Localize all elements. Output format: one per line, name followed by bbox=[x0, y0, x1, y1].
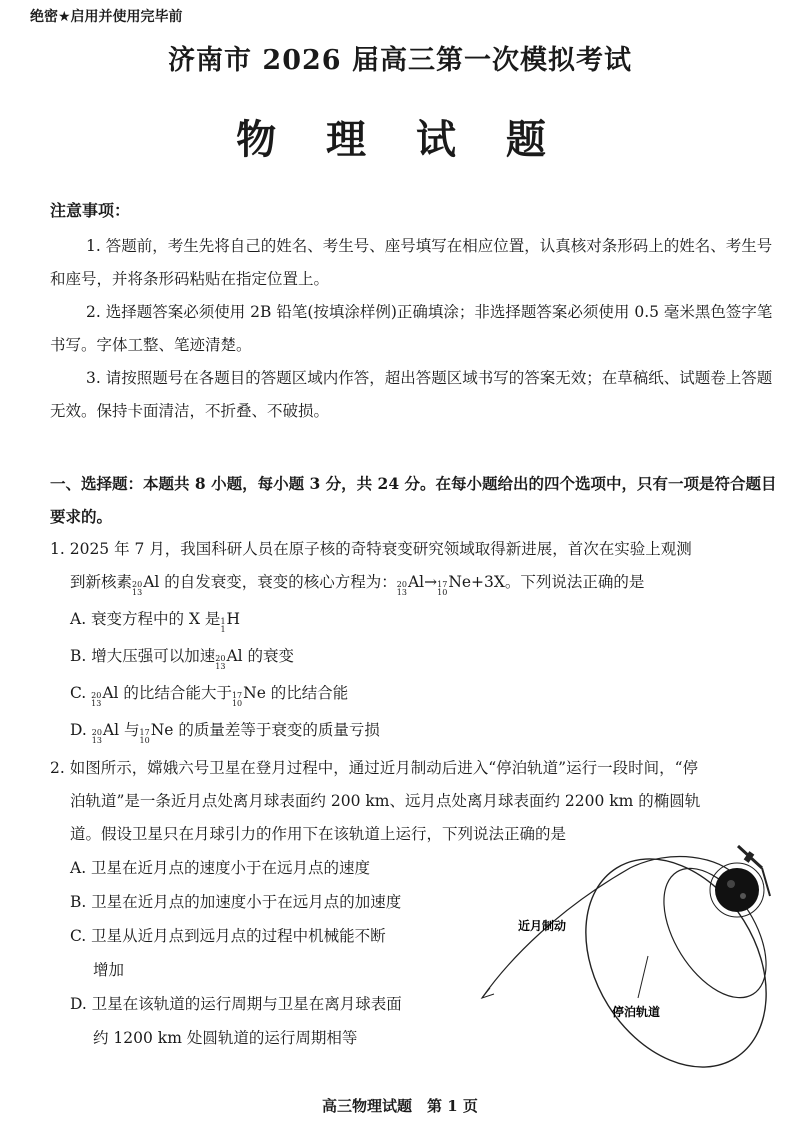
q2-option-a: A. 卫星在近月点的速度小于在远月点的速度 bbox=[70, 859, 371, 877]
page-footer: 高三物理试题 第 1 页 bbox=[322, 1097, 478, 1115]
q1-option-d: D. 20 13 Al 与 17 10 Ne 的质量差等于衰变的质量亏损 bbox=[70, 721, 380, 745]
q2-option-d-line2: 约 1200 km 处圆轨道的运行周期相等 bbox=[93, 1029, 358, 1047]
confidential-mark: 绝密★启用并使用完毕前 bbox=[30, 9, 183, 25]
q1-option-c: C. 20 13 Al 的比结合能大于 17 10 Ne 的比结合能 bbox=[70, 684, 349, 708]
q2-stem-line2: 泊轨道”是一条近月点处离月球表面约 200 km、远月点处离月球表面约 2200 km 的椭圆轨 bbox=[70, 792, 701, 810]
orbit-diagram bbox=[480, 838, 780, 1078]
notice-item-1: 1. 答题前，考生先将自己的姓名、考生号、座号填写在相应位置，认真核对条形码上的姓名、考生号和座号，并将条形码粘贴在指定位置上。 bbox=[50, 237, 773, 288]
moon-icon bbox=[710, 863, 764, 917]
q1-option-a: A. 衰变方程中的 X 是 1 1 H bbox=[70, 610, 241, 634]
parking-orbit-label: 停泊轨道 bbox=[612, 1005, 661, 1019]
q1-option-b: B. 增大压强可以加速 20 13 Al 的衰变 bbox=[70, 647, 295, 671]
exam-title: 济南市 2026 届高三第一次模拟考试 bbox=[168, 45, 632, 76]
q2-stem-line3: 道。假设卫星只在月球引力的作用下在该轨道上运行，下列说法正确的是 bbox=[70, 825, 567, 843]
section-heading: 一、选择题：本题共 8 小题，每小题 3 分，共 24 分。在每小题给出的四个选项中，只有一项是符合题目要求的。 bbox=[50, 474, 777, 526]
notice-item-2: 2. 选择题答案必须使用 2B 铅笔(按填涂样例)正确填涂；非选择题答案必须使用 0.5 毫米黑色签字笔书写。字体工整、笔迹清楚。 bbox=[50, 303, 773, 354]
q2-option-d-line1: D. 卫星在该轨道的运行周期与卫星在离月球表面 bbox=[70, 995, 402, 1013]
q1-stem-line1: 1. 2025 年 7 月，我国科研人员在原子核的奇特衰变研究领域取得新进展，首次在实验上观测 bbox=[50, 540, 692, 558]
q2-option-c-line2: 增加 bbox=[93, 961, 125, 979]
braking-label: 近月制动 bbox=[518, 919, 567, 933]
notice-item-3: 3. 请按照题号在各题目的答题区域内作答，超出答题区域书写的答案无效；在草稿纸、试题卷上答题无效。保持卡面清洁，不折叠、不破损。 bbox=[50, 369, 773, 420]
subject-title: 物 理 试 题 bbox=[236, 116, 564, 163]
q2-option-c-line1: C. 卫星从近月点到远月点的过程中机械能不断 bbox=[70, 927, 386, 945]
q2-option-b: B. 卫星在近月点的加速度小于在远月点的加速度 bbox=[70, 893, 402, 911]
q2-stem-line1: 2. 如图所示，嫦娥六号卫星在登月过程中，通过近月制动后进入“停泊轨道”运行一段时间，“停 bbox=[50, 759, 698, 777]
notice-heading: 注意事项： bbox=[50, 201, 131, 220]
q1-stem-line2: 到新核素 20 13 Al 的自发衰变，衰变的核心方程为： 20 13 Al→ 17 10 Ne+3X。下列说法正确的是 bbox=[70, 573, 645, 597]
